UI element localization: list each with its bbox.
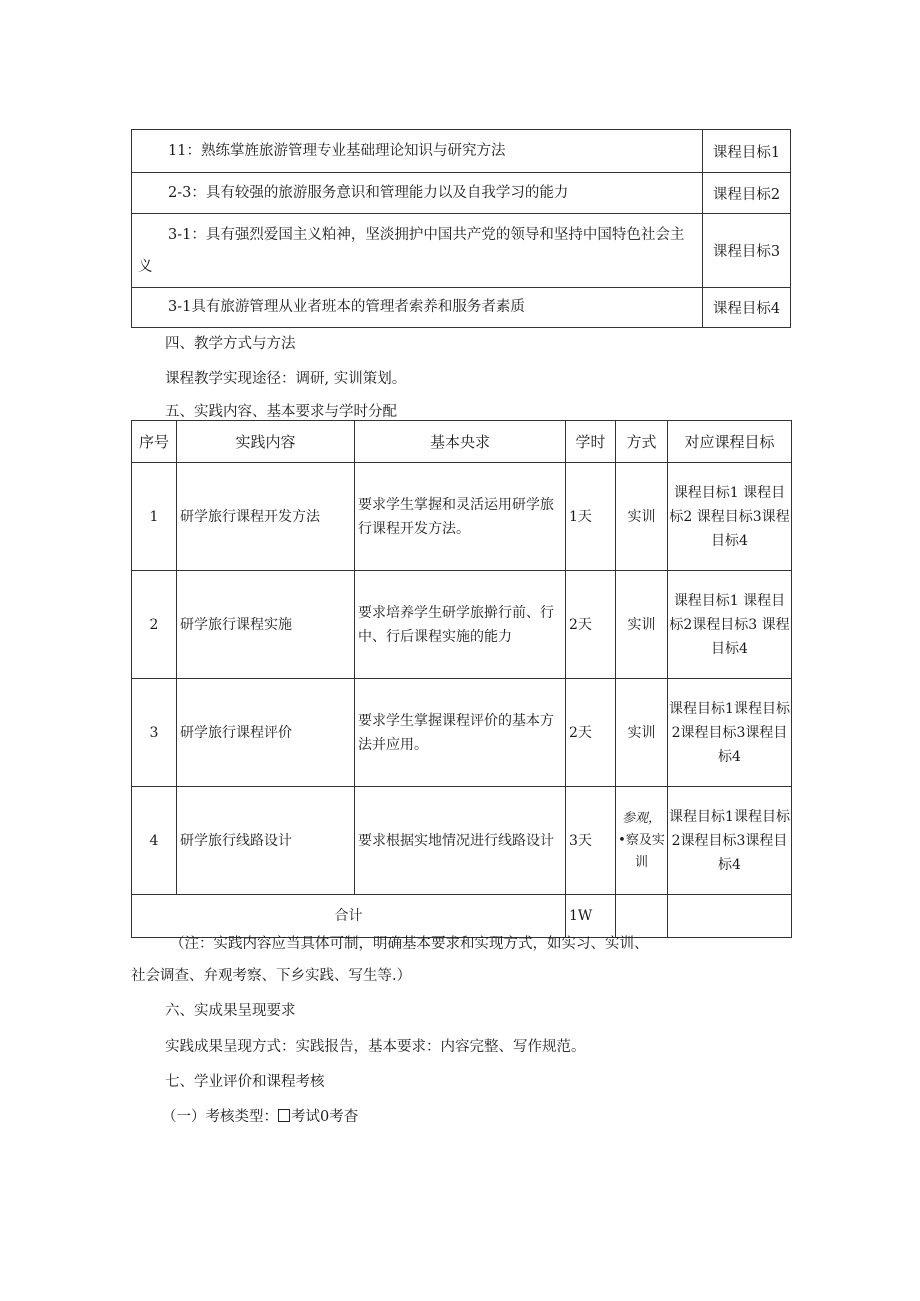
objective-row [132, 173, 791, 214]
row-hours: 2天 [566, 679, 616, 787]
row-requirement: 要求学生掌握和灵活运用研学旅行课程开发方法。 [355, 463, 566, 571]
row-targets: 课程目标1课程目标2课程目标3课程目标4 [668, 679, 792, 787]
row-targets: 课程目标1 课程目标2课程目标3 课程目标4 [668, 571, 792, 679]
section-5-note-line2: 社会调查、弁观考察、下乡实践、写生等.） [131, 968, 412, 984]
total-label: 合计 [132, 895, 566, 938]
row-no: 2 [132, 571, 177, 679]
section-6-heading: 六、实成果呈现要求 [165, 1003, 296, 1019]
method-rest: •察及实训 [618, 832, 665, 870]
objective-target: 课程目标4 [703, 288, 791, 328]
row-requirement: 要求根据实地情况进行线路设计 [355, 787, 566, 895]
assessment-type [162, 1105, 358, 1126]
objective-row [132, 130, 791, 173]
section-4-text: 课程教学实现途径：调研, 实训策划。 [165, 371, 407, 387]
objective-row [132, 288, 791, 328]
header-content: 实践内容 [177, 421, 355, 463]
section-6-text: 实践成果呈现方式：实践报告，基本要求：内容完整、写作规范。 [165, 1039, 586, 1055]
total-targets [668, 895, 792, 938]
header-targets: 对应课程目标 [668, 421, 792, 463]
row-method: 实训 [616, 463, 668, 571]
practice-table [131, 420, 792, 938]
row-hours: 3天 [566, 787, 616, 895]
header-method: 方式 [616, 421, 668, 463]
header-requirement: 基本央求 [355, 421, 566, 463]
section-7-heading: 七、学业评价和课程考核 [165, 1074, 325, 1090]
exam-label: 考试 [291, 1109, 320, 1125]
header-no: 序号 [132, 421, 177, 463]
objectives-table [131, 129, 791, 328]
row-no: 3 [132, 679, 177, 787]
row-content: 研学旅行课程开发方法 [177, 463, 355, 571]
section-5-note-line1: （注：实践内容应当具体可制，明确基本要求和实现方式，如实习、实训、 [170, 936, 649, 952]
row-hours: 1天 [566, 463, 616, 571]
objective-row [132, 214, 791, 288]
row-requirement: 要求学生掌握课程评价的基本方法并应用。 [355, 679, 566, 787]
objective-requirement: 2-3：具有较强的旅游服务意识和管理能力以及自我学习的能力 [132, 173, 703, 214]
objective-target: 课程目标3 [703, 214, 791, 288]
practice-row [132, 463, 792, 571]
practice-row [132, 679, 792, 787]
header-hours: 学时 [566, 421, 616, 463]
row-content: 研学旅行线路设计 [177, 787, 355, 895]
practice-row [132, 571, 792, 679]
objective-target: 课程目标2 [703, 173, 791, 214]
row-requirement: 要求培养学生研学旅擀行前、行中、行后课程实施的能力 [355, 571, 566, 679]
section-5-heading: 五、实践内容、基本要求与学时分配 [165, 404, 397, 420]
total-hours: 1W [566, 895, 616, 938]
row-method [616, 787, 668, 895]
row-method: 实训 [616, 679, 668, 787]
row-content: 研学旅行课程评价 [177, 679, 355, 787]
assessment-type-label: （一）考核类型： [162, 1109, 278, 1125]
practice-row [132, 787, 792, 895]
row-hours: 2天 [566, 571, 616, 679]
row-content: 研学旅行课程实施 [177, 571, 355, 679]
row-method: 实训 [616, 571, 668, 679]
objective-target: 课程目标1 [703, 130, 791, 173]
row-no: 4 [132, 787, 177, 895]
check-label: 考杳 [329, 1109, 359, 1125]
row-no: 1 [132, 463, 177, 571]
check-zero-glyph: 0 [320, 1109, 330, 1125]
section-4-heading: 四、教学方式与方法 [165, 336, 296, 352]
objective-requirement: 3-1：具有强烈爱国主义粕神，坚淡拥护中国共产党的领导和坚持中国特色社会主义 [132, 214, 703, 288]
practice-header-row [132, 421, 792, 463]
method-reference: 参观， [621, 810, 661, 826]
row-targets: 课程目标1 课程目标2 课程目标3课程目标4 [668, 463, 792, 571]
row-targets: 课程目标1课程目标2课程目标3课程目标4 [668, 787, 792, 895]
objective-requirement: 3-1具有旅游管理从业者班本的管理者索养和服务者素质 [132, 288, 703, 328]
objective-requirement: 11：熟练掌旌旅游管理专业基础理论知识与研究方法 [132, 130, 703, 173]
exam-checkbox-icon[interactable] [278, 1109, 290, 1122]
